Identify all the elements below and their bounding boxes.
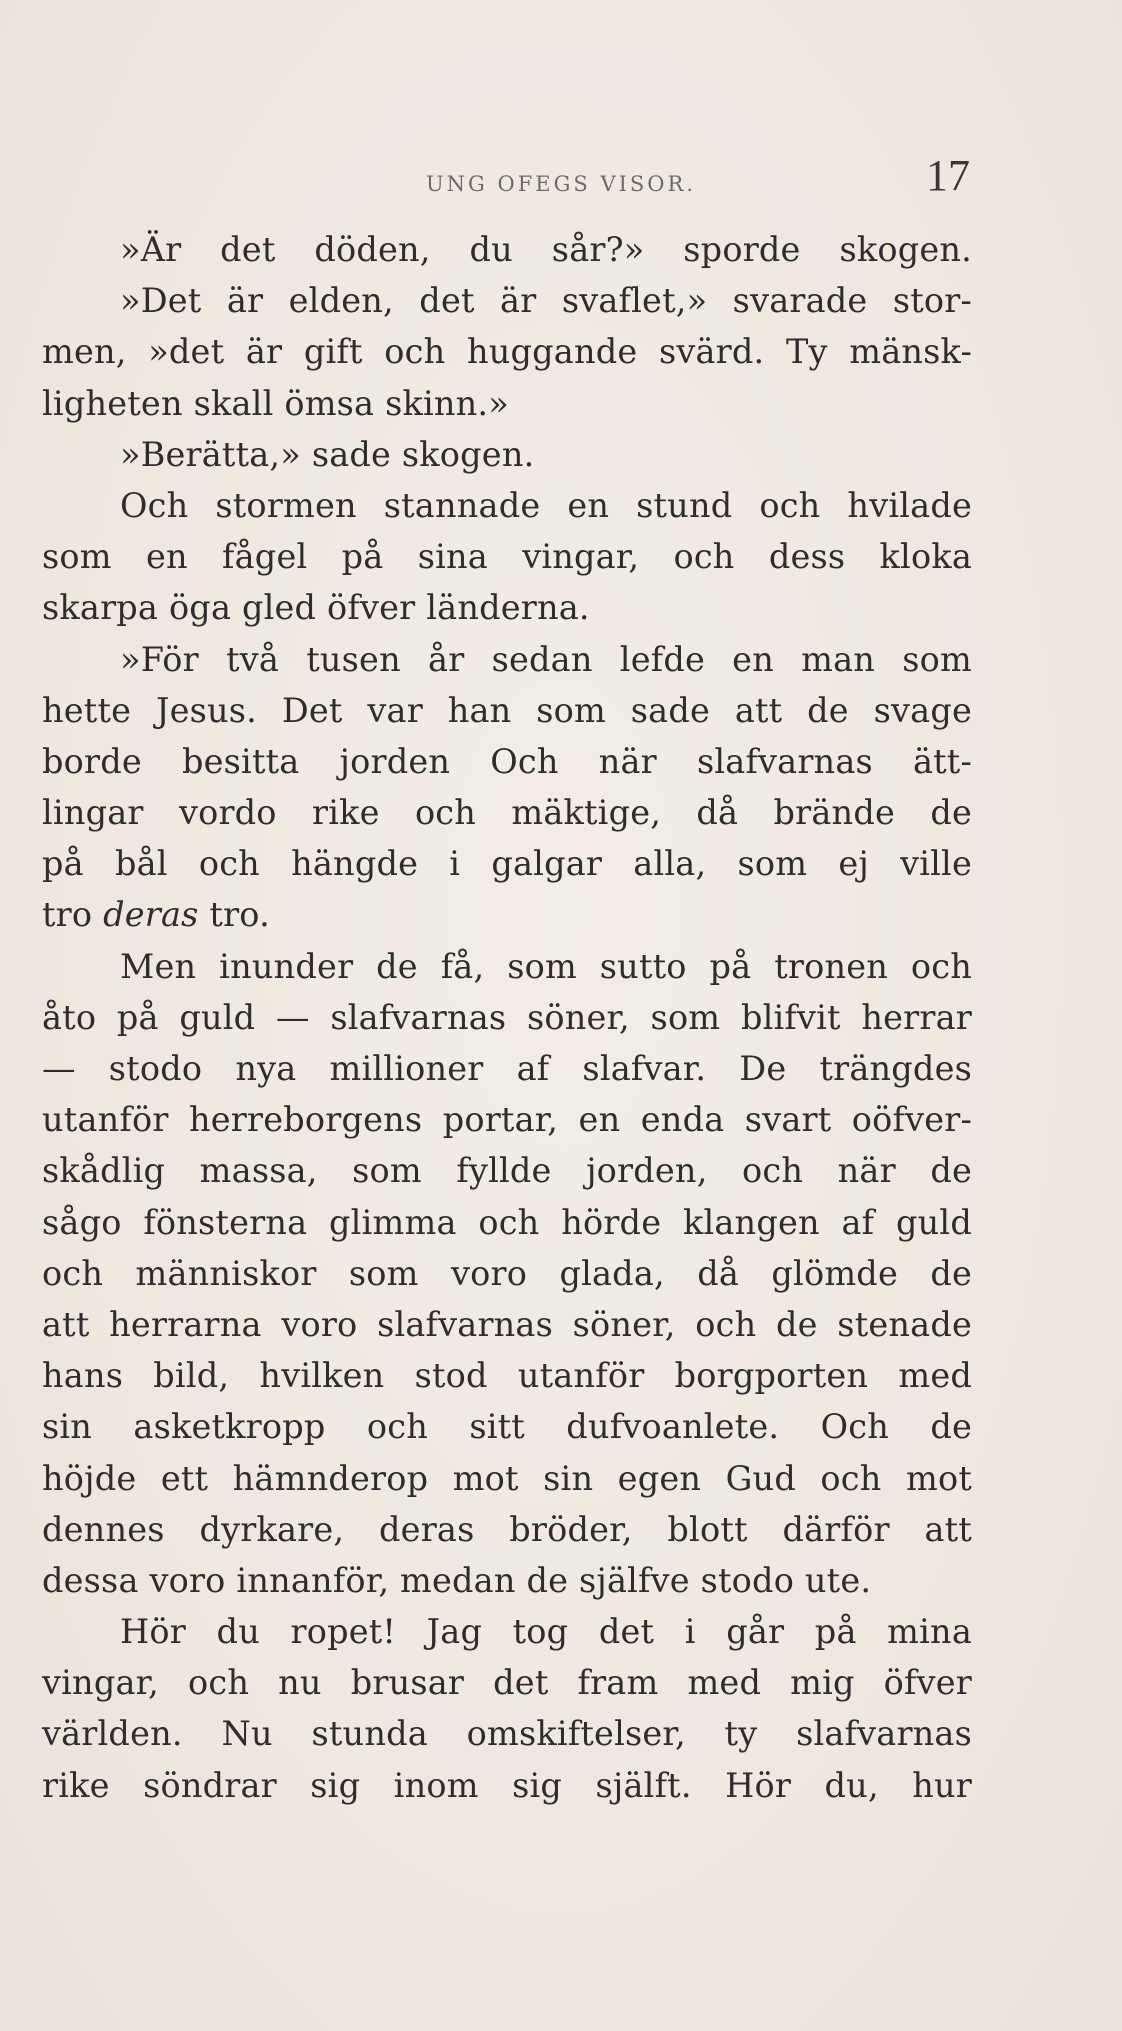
text-line: — stodo nya millioner af slafvar. De trängdes — [42, 1049, 972, 1088]
text-line: Hör du ropet! Jag tog det i går på mina — [120, 1612, 972, 1652]
text-line: och människor som voro glada, då glömde de — [42, 1253, 972, 1293]
text-line: som en fågel på sina vingar, och dess kloka — [42, 537, 972, 577]
text-line: ligheten skall ömsa skinn.» — [42, 383, 509, 423]
text-line: rike söndrar sig inom sig själft. Hör du, hur — [42, 1765, 972, 1805]
text-line: sågo fönsterna glimma och hörde klangen af guld — [42, 1202, 972, 1242]
text-line: »Berätta,» sade skogen. — [120, 434, 535, 474]
body-text — [42, 224, 972, 1811]
italic-word: deras — [103, 895, 199, 935]
text-line: dennes dyrkare, deras bröder, blott därför att — [42, 1509, 972, 1549]
running-title: UNG OFEGS VISOR. — [425, 172, 697, 196]
text-line: »För två tusen år sedan lefde en man som — [120, 639, 972, 679]
text-line: åto på guld — slafvarnas söner, som blifvit herrar — [42, 997, 972, 1037]
text-line: »Är det döden, du sår?» sporde skogen. — [120, 230, 972, 269]
text-line: världen. Nu stunda omskiftelser, ty slafvarnas — [42, 1714, 972, 1754]
running-head — [0, 150, 1122, 220]
text-line: sin asketkropp och sitt dufvoanlete. Och de — [42, 1407, 972, 1447]
text-line: hette Jesus. Det var han som sade att de svage — [42, 690, 972, 730]
text-line: höjde ett hämnderop mot sin egen Gud och mot — [42, 1458, 972, 1498]
text-fragment: tro. — [209, 895, 270, 935]
text-line: Och stormen stannade en stund och hvilade — [120, 485, 972, 525]
text-line: »Det är elden, det är svaflet,» svarade stor- — [120, 281, 972, 321]
text-line: Men inunder de få, som sutto på tronen och — [120, 946, 972, 986]
text-line: hans bild, hvilken stod utanför borgporten med — [42, 1356, 972, 1396]
text-line: skådlig massa, som fyllde jorden, och när de — [42, 1151, 972, 1191]
text-line: lingar vordo rike och mäktige, då brände de — [42, 793, 972, 833]
text-line: utanför herreborgens portar, en enda svart oöfver- — [42, 1100, 972, 1140]
page-number: 17 — [926, 151, 970, 200]
text-line: borde besitta jorden Och när slafvarnas ätt- — [42, 741, 972, 781]
text-fragment: tro — [42, 895, 93, 935]
text-line: att herrarna voro slafvarnas söner, och de stenade — [42, 1304, 972, 1344]
text-line: på bål och hängde i galgar alla, som ej ville — [42, 844, 972, 884]
text-line — [42, 889, 972, 940]
text-line: men, »det är gift och huggande svärd. Ty mänsk- — [42, 332, 972, 372]
text-line: skarpa öga gled öfver länderna. — [42, 588, 590, 628]
text-line: dessa voro innanför, medan de själfve stodo ute. — [42, 1560, 872, 1600]
text-line: vingar, och nu brusar det fram med mig öfver — [42, 1663, 972, 1703]
